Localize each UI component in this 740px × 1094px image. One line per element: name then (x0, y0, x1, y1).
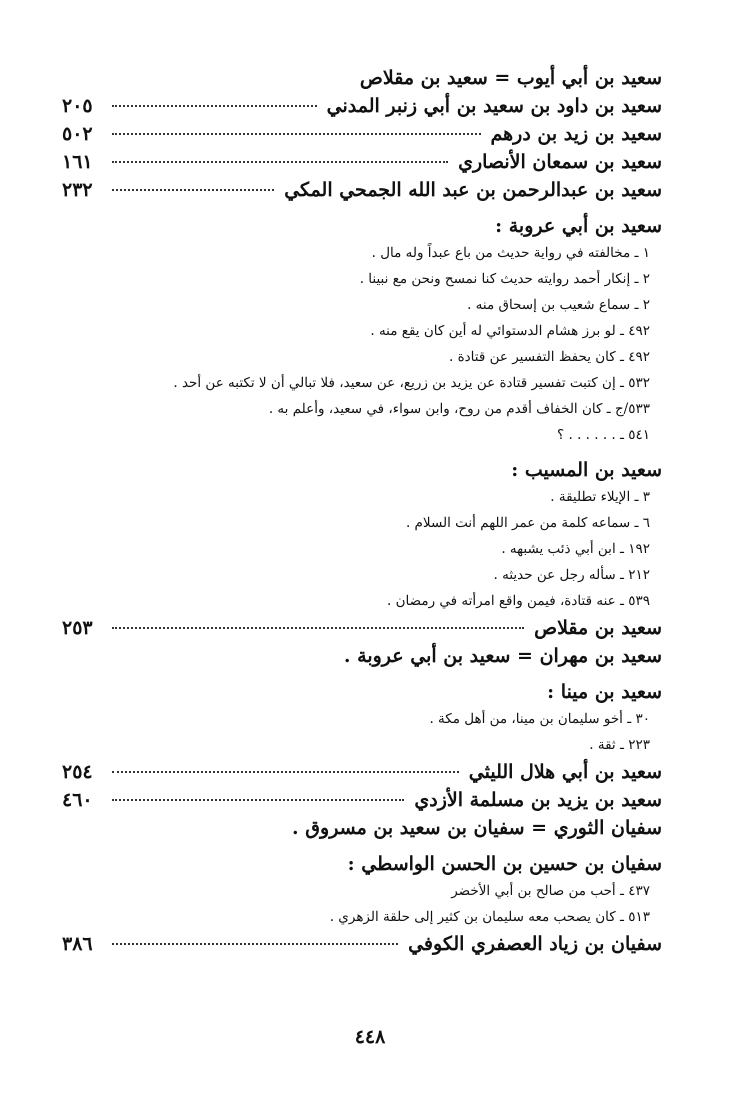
dot-leader (112, 771, 459, 773)
index-entry (62, 176, 662, 204)
entry-page-number: ٢٥٣ (62, 617, 93, 639)
dot-leader (112, 161, 448, 163)
dot-leader (112, 627, 524, 629)
entry-reference: ٢٢٣ ـ ثقة . (589, 737, 650, 753)
entry-name: سعيد بن مينا : (547, 681, 662, 703)
entry-reference: ١ ـ مخالفته في رواية حديث من باع عبداً وله مال . (371, 245, 650, 261)
entry-page-number: ١٦١ (62, 151, 93, 173)
entry-reference: ١٩٢ ـ ابن أبي ذئب يشبهه . (501, 541, 650, 557)
entry-name: سعيد بن مقلاص (534, 617, 662, 639)
entry-page-number: ٣٨٦ (62, 933, 93, 955)
entry-page-number: ٢٣٢ (62, 179, 93, 201)
entry-reference: ٥١٣ ـ كان يصحب معه سليمان بن كثير إلى حلقة الزهري . (329, 909, 650, 925)
dot-leader (112, 799, 404, 801)
index-entry (62, 758, 662, 786)
entry-reference: ٤٩٢ ـ كان يحفظ التفسير عن قتادة . (448, 349, 650, 365)
entry-reference: ٣ ـ الإيلاء تطليقة . (550, 489, 650, 505)
index-entry (62, 92, 662, 120)
entry-name: سعيد بن زيد بن درهم (490, 123, 662, 145)
entry-name: سعيد بن المسيب : (511, 459, 662, 481)
entry-page-number: ٥٠٢ (62, 123, 93, 145)
index-entry (62, 850, 662, 878)
index-entry (62, 120, 662, 148)
entry-name: سعيد بن مهران = سعيد بن أبي عروبة . (343, 645, 662, 667)
dot-leader (112, 189, 274, 191)
index-entry (62, 148, 662, 176)
index-entry (62, 456, 662, 484)
index-entry (62, 678, 662, 706)
entry-reference: ٥٣٣/ج ـ كان الخفاف أقدم من روح، وابن سواء، في سعيد، وأعلم به . (268, 401, 650, 417)
entry-name: سعيد بن أبي أيوب = سعيد بن مقلاص (359, 67, 662, 89)
entry-reference: ٢ ـ سماع شعيب بن إسحاق منه . (467, 297, 650, 313)
index-entries (62, 64, 662, 958)
dot-leader (112, 105, 317, 107)
entry-page-number: ٢٥٤ (62, 761, 93, 783)
entry-reference: ٢١٢ ـ سأله رجل عن حديثه . (493, 567, 650, 583)
entry-name: سعيد بن أبي هلال الليثي (468, 761, 662, 783)
index-entry (62, 786, 662, 814)
entry-reference: ٣٠ ـ أخو سليمان بن مينا، من أهل مكة . (429, 711, 650, 727)
entry-name: سعيد بن سمعان الأنصاري (458, 151, 662, 173)
index-entry (62, 64, 662, 92)
entry-reference: ٥٤١ ـ . . . . . . ؟ (557, 427, 650, 443)
index-entry (62, 642, 662, 670)
entry-name: سعيد بن داود بن سعيد بن أبي زنبر المدني (326, 95, 662, 117)
entry-reference: ٦ ـ سماعه كلمة من عمر اللهم أنت السلام . (405, 515, 650, 531)
entry-reference: ٥٣٢ ـ إن كتبت تفسير قتادة عن يزيد بن زريع، عن سعيد، فلا تبالي أن لا تكتبه عن أحد . (173, 375, 650, 391)
dot-leader (112, 943, 398, 945)
entry-reference: ٤٩٢ ـ لو برز هشام الدستوائي له أين كان يقع منه . (370, 323, 650, 339)
entry-name: سعيد بن عبدالرحمن بن عبد الله الجمحي المكي (284, 179, 662, 201)
dot-leader (112, 133, 481, 135)
entry-page-number: ٢٠٥ (62, 95, 93, 117)
entry-name: سعيد بن أبي عروبة : (495, 215, 662, 237)
entry-reference: ٥٣٩ ـ عنه قتادة، فيمن واقع امرأته في رمضان . (387, 593, 650, 609)
index-entry (62, 212, 662, 240)
entry-reference: ٤٣٧ ـ أحب من صالح بن أبي الأخضر (451, 883, 650, 899)
entry-name: سفيان بن حسين بن الحسن الواسطي : (347, 853, 662, 875)
page-number: ٤٤٨ (354, 1026, 386, 1048)
entry-reference: ٢ ـ إنكار أحمد روايته حديث كنا نمسح ونحن مع نبينا . (359, 271, 650, 287)
index-entry (62, 930, 662, 958)
index-entry (62, 814, 662, 842)
entry-page-number: ٤٦٠ (62, 789, 93, 811)
entry-name: سعيد بن يزيد بن مسلمة الأزدي (414, 789, 662, 811)
entry-name: سفيان بن زياد العصفري الكوفي (408, 933, 662, 955)
index-entry (62, 614, 662, 642)
entry-name: سفيان الثوري = سفيان بن سعيد بن مسروق . (292, 817, 662, 839)
